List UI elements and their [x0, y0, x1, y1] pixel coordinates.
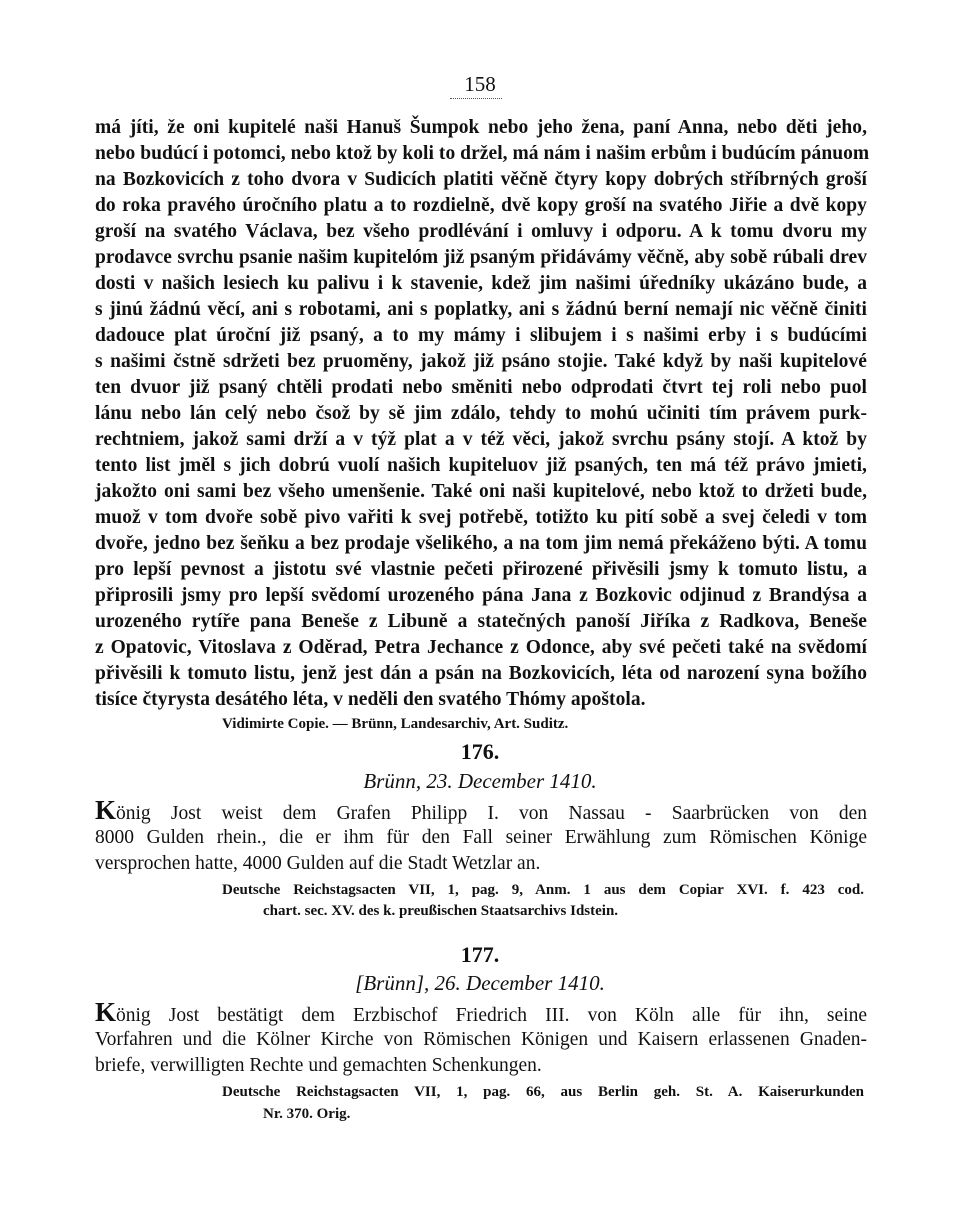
page-number-rule — [450, 98, 502, 99]
text-line: pro lepší pevnost a jistotu své vlastnie pečeti přirozené přivěsili jsmy k tomuto listu, a — [95, 559, 867, 580]
document-number: 176. — [460, 739, 500, 764]
text-line: na Bozkovicích z toho dvora v Sudicích platiti věčně čtyry kopy dobrých stříbrných groší — [95, 169, 867, 190]
source-note: Nr. 370. Orig. — [263, 1106, 351, 1122]
text-line: přivěsili k tomuto listu, jenž jest dán a psán na Bozkovicích, léta od narození syna božího — [95, 663, 867, 684]
page-number: 158 — [464, 72, 496, 96]
text-line: dadouce plat úroční již psaný, a to my mámy i slibujem i s našimi erby i s budúcími — [95, 325, 867, 346]
initial-letter: K — [95, 795, 117, 825]
text-line: má jíti, že oni kupitelé naši Hanuš Šumpok nebo jeho žena, paní Anna, nebo děti jeho, — [95, 117, 867, 138]
document-date — [0, 970, 960, 996]
text-line: s našimi čstně sdržeti bez pruoměny, jakož již psáno stojie. Také když by naši kupitelové — [95, 351, 867, 372]
source-note: Deutsche Reichstagsacten VII, 1, pag. 66, aus Berlin geh. St. A. Kaiserurkunden — [222, 1084, 864, 1100]
text-line: urozeného rytíře pana Beneše z Libuně a statečných panoší Jiříka z Radkova, Beneše — [95, 611, 867, 632]
text-line: s jinú žádnú věcí, ani s robotami, ani s poplatky, ani s žádnú berní nemají nic věčně činiti — [95, 299, 867, 320]
text-line: dosti v našich lesiech ku palivu i k stavenie, kdež jim našimi úředníky ukázáno bude, a — [95, 273, 867, 294]
text-line: nebo budúcí i potomci, nebo ktož by koli to držel, má nám i našim erbům i budúcím pánuom — [95, 143, 870, 164]
text-line: lánu nebo lán celý nebo čsož by sě jim zdálo, tehdy to mohú učiniti tím právem purk- — [95, 403, 867, 424]
date-rest: , 26. December 1410. — [424, 971, 605, 995]
regest-line: briefe, verwilligten Rechte und gemachten Schenkungen. — [95, 1055, 542, 1076]
text-line: ten dvuor již psaný chtěli prodati nebo směniti nebo odprodati čtvrt tej roli nebo puol — [95, 377, 867, 398]
initial-letter: K — [95, 997, 117, 1027]
regest-line — [95, 997, 867, 1028]
text-line: groší na svatého Václava, bez všeho prodlévání i omluvy i odporu. A k tomu dvoru my — [95, 221, 867, 242]
text-line: dvoře, jedno bez šeňku a bez prodaje všelikého, a na tom jim nemá překáženo býti. A tomu — [95, 533, 867, 554]
text-line: jakožto oni sami bez všeho umenšenie. Také oni naši kupitelové, nebo ktož to držeti bude, — [95, 481, 867, 502]
text-line: prodavce svrchu psanie našim kupitelóm již psaným přidávámy věčně, aby sobě rúbali drev — [95, 247, 867, 268]
source-note: chart. sec. XV. des k. preußischen Staatsarchivs Idstein. — [263, 903, 619, 919]
date-rest: , 23. December 1410. — [415, 769, 597, 793]
regest-text: önig Jost bestätigt dem Erzbischof Friedrich III. von Köln alle für ihn, seine — [116, 1005, 867, 1026]
regest-text: önig Jost weist dem Grafen Philipp I. von Nassau - Saarbrücken von den — [116, 803, 867, 824]
regest-line — [95, 795, 867, 826]
regest-line: 8000 Gulden rhein., die er ihm für den Fall seiner Erwählung zum Römischen Könige — [95, 827, 867, 848]
text-line: tisíce čtyrysta desátého léta, v neděli den svatého Thómy apoštola. — [95, 689, 646, 710]
document-number: 177. — [460, 942, 500, 967]
text-line: do roka pravého úročního platu a to rozdielně, dvě kopy groší na svatého Jiřie a dvě kopy — [95, 195, 867, 216]
document-date — [0, 768, 960, 794]
source-note: Vidimirte Copie. — Brünn, Landesarchiv, Art. Suditz. — [222, 716, 569, 732]
text-line: tento list jměl s jich dobrú vuolí našich kupiteluov již psaných, ten má též právo jmieti, — [95, 455, 867, 476]
date-place: [Brünn] — [355, 971, 425, 995]
text-line: připrosili jsmy pro lepší svědomí urozeného pána Jana z Bozkovic odjinud z Brandýsa a — [95, 585, 867, 606]
text-line: muož v tom dvoře sobě pivo vařiti k svej potřebě, totižto ku pití sobě a svej čeledi v tom — [95, 507, 867, 528]
date-place: Brünn — [363, 769, 416, 793]
source-note: Deutsche Reichstagsacten VII, 1, pag. 9, Anm. 1 aus dem Copiar XVI. f. 423 cod. — [222, 882, 864, 898]
text-line: z Opatovic, Vitoslava z Oděrad, Petra Jechance z Odonce, aby své pečeti také na svědomí — [95, 637, 867, 658]
text-line: rechtniem, jakož sami drží a v týž plat a v též věci, jakož svrchu psány stojí. A ktož by — [95, 429, 867, 450]
regest-line: versprochen hatte, 4000 Gulden auf die Stadt Wetzlar an. — [95, 853, 541, 874]
regest-line: Vorfahren und die Kölner Kirche von Römischen Königen und Kaisern erlassenen Gnaden- — [95, 1029, 867, 1050]
